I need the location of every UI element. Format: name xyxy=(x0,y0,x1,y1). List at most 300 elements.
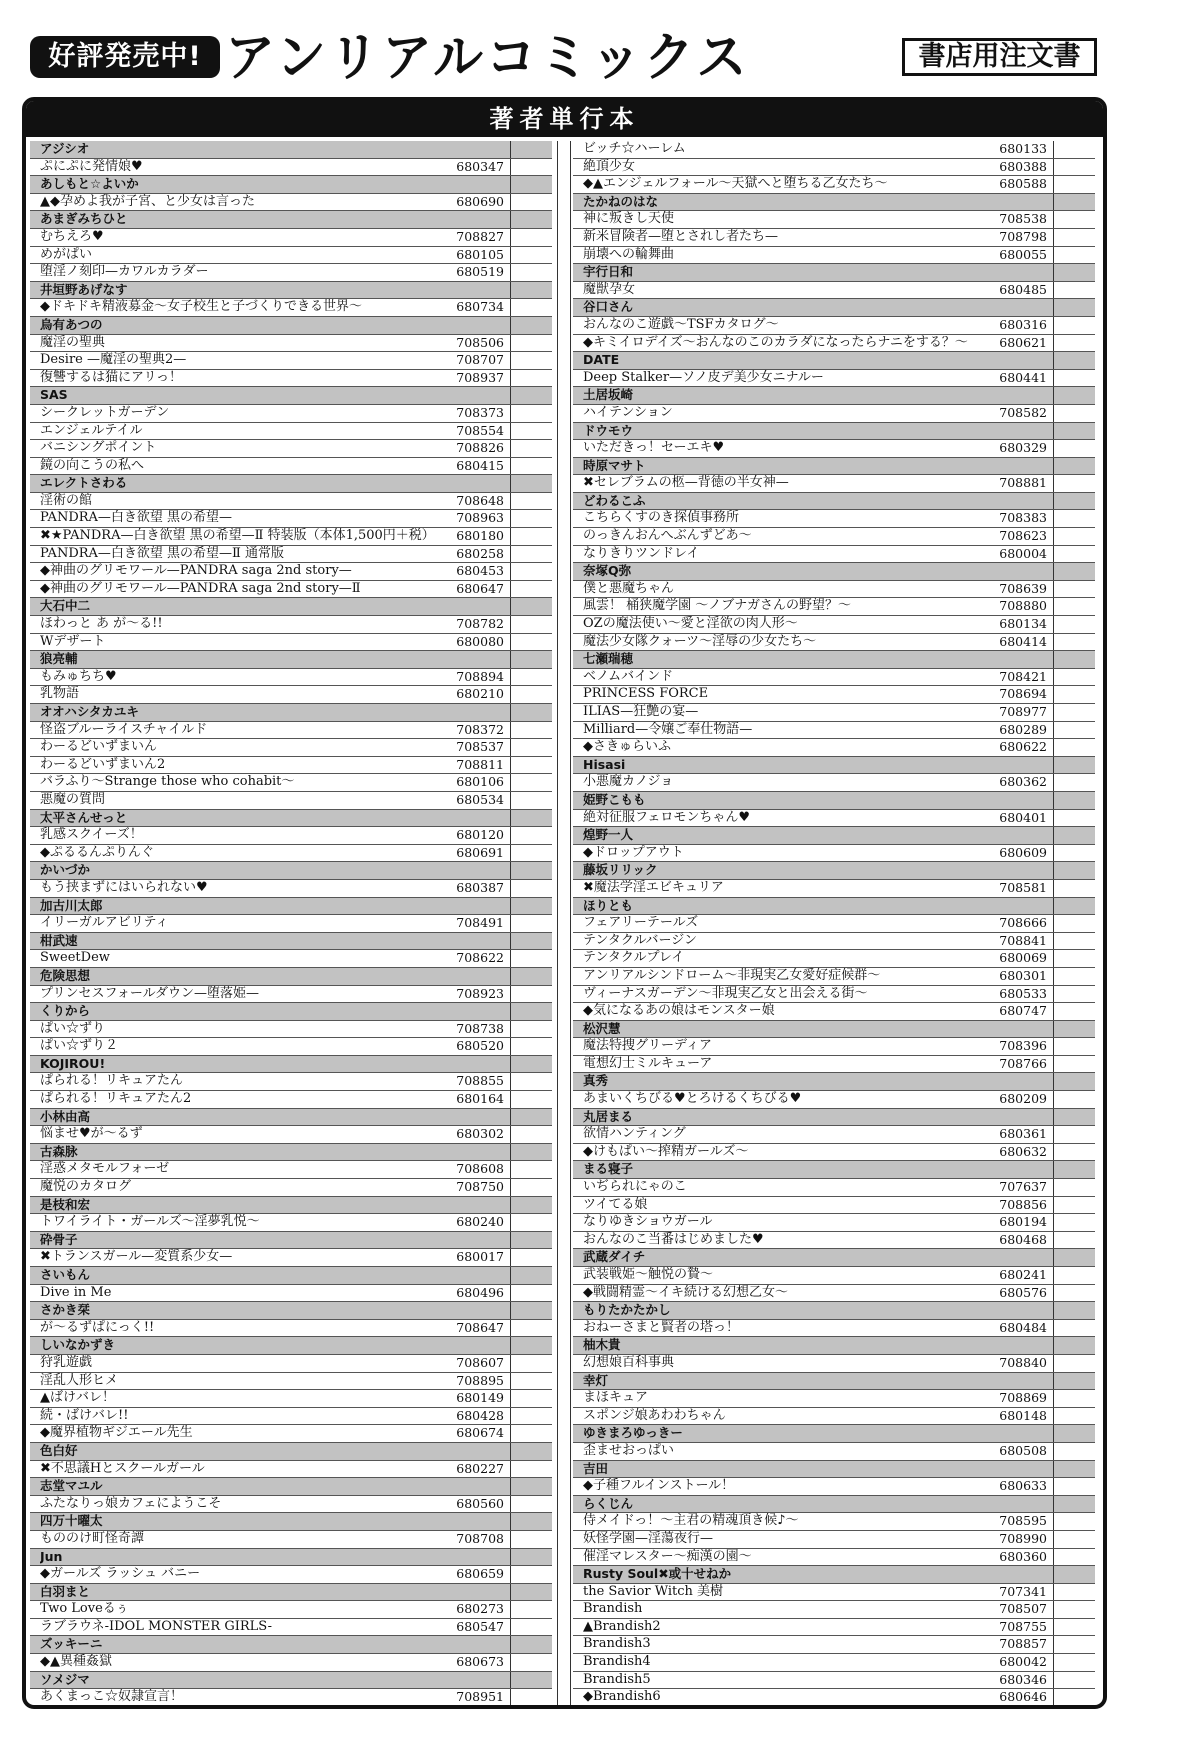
author-name: ドウモウ xyxy=(583,422,634,438)
title-row xyxy=(573,1197,1095,1215)
title-row xyxy=(30,1285,552,1303)
order-quantity-box[interactable] xyxy=(510,581,552,598)
order-quantity-box[interactable] xyxy=(510,1126,552,1143)
order-quantity-box[interactable] xyxy=(1053,933,1095,950)
product-code: 708607 xyxy=(456,1354,504,1370)
author-row xyxy=(573,563,1095,581)
product-code: 680519 xyxy=(456,264,504,280)
book-title: the Savior Witch 美樹 xyxy=(583,1583,724,1599)
order-quantity-box[interactable] xyxy=(510,915,552,932)
order-quantity-box[interactable] xyxy=(510,1654,552,1671)
book-title: 魔淫の聖典 xyxy=(40,334,106,350)
book-title: ✖トランスガール—変質系少女— xyxy=(40,1249,233,1265)
order-quantity-box[interactable] xyxy=(1053,1003,1095,1020)
header-cell xyxy=(510,387,552,404)
title-row xyxy=(30,686,552,704)
book-title: ぷにぷに発情娘♥ xyxy=(40,158,143,174)
title-row xyxy=(30,1249,552,1267)
product-code: 680622 xyxy=(999,739,1047,755)
product-code: 680747 xyxy=(999,1003,1047,1019)
product-code: 680209 xyxy=(999,1091,1047,1107)
order-quantity-box[interactable] xyxy=(1053,317,1095,334)
order-quantity-box[interactable] xyxy=(510,950,552,967)
book-title: トワイライト・ガールズ〜淫夢乳悦〜 xyxy=(40,1214,260,1230)
order-quantity-box[interactable] xyxy=(510,757,552,774)
title-row xyxy=(573,1214,1095,1232)
order-quantity-box[interactable] xyxy=(1053,528,1095,545)
order-quantity-box[interactable] xyxy=(510,1038,552,1055)
order-quantity-box[interactable] xyxy=(510,1461,552,1478)
product-code: 680468 xyxy=(999,1231,1047,1247)
header-cell xyxy=(1053,1109,1095,1126)
order-quantity-box[interactable] xyxy=(1053,950,1095,967)
order-quantity-box[interactable] xyxy=(1053,968,1095,985)
product-code: 680347 xyxy=(456,158,504,174)
author-row xyxy=(573,493,1095,511)
order-quantity-box[interactable] xyxy=(1053,1214,1095,1231)
order-quantity-box[interactable] xyxy=(510,229,552,246)
order-quantity-box[interactable] xyxy=(510,774,552,791)
order-quantity-box[interactable] xyxy=(1053,1531,1095,1548)
order-quantity-box[interactable] xyxy=(1053,915,1095,932)
order-quantity-box[interactable] xyxy=(1053,1056,1095,1073)
book-title: ◆さきゅらいふ xyxy=(583,739,671,755)
order-quantity-box[interactable] xyxy=(510,1214,552,1231)
order-quantity-box[interactable] xyxy=(1053,141,1095,158)
order-quantity-box[interactable] xyxy=(1053,1408,1095,1425)
order-quantity-box[interactable] xyxy=(510,1531,552,1548)
order-quantity-box[interactable] xyxy=(510,1249,552,1266)
author-name: 大石中二 xyxy=(40,598,91,614)
order-quantity-box[interactable] xyxy=(1053,1285,1095,1302)
header-cell xyxy=(1053,423,1095,440)
order-quantity-box[interactable] xyxy=(510,669,552,686)
author-row xyxy=(30,1302,552,1320)
order-quantity-box[interactable] xyxy=(510,423,552,440)
order-quantity-box[interactable] xyxy=(510,352,552,369)
book-title: 妖怪学園—淫蕩夜行— xyxy=(583,1530,714,1546)
product-code: 680241 xyxy=(999,1267,1047,1282)
order-quantity-box[interactable] xyxy=(1053,581,1095,598)
product-code: 708581 xyxy=(999,879,1047,895)
book-title: 神に叛きし天使 xyxy=(583,211,675,227)
order-quantity-box[interactable] xyxy=(510,247,552,264)
title-row xyxy=(573,1179,1095,1197)
order-quantity-box[interactable] xyxy=(510,1566,552,1583)
title-row xyxy=(30,581,552,599)
header-cell xyxy=(510,1302,552,1319)
order-quantity-box[interactable] xyxy=(1053,335,1095,352)
order-quantity-box[interactable] xyxy=(1053,1478,1095,1495)
left-column xyxy=(30,141,552,1707)
order-quantity-box[interactable] xyxy=(510,880,552,897)
order-quantity-box[interactable] xyxy=(510,1408,552,1425)
title-row xyxy=(573,774,1095,792)
author-name: 古森脉 xyxy=(40,1143,78,1159)
order-quantity-box[interactable] xyxy=(1053,1091,1095,1108)
author-name: 奈塚Q弥 xyxy=(583,563,632,579)
author-name: 藤坂リリック xyxy=(583,862,658,878)
order-quantity-box[interactable] xyxy=(1053,986,1095,1003)
product-code: 680301 xyxy=(999,967,1047,983)
title-row xyxy=(573,616,1095,634)
author-row xyxy=(30,1003,552,1021)
book-title: 小悪魔カノジョ xyxy=(583,774,674,790)
title-row xyxy=(30,1214,552,1232)
author-name: DATE xyxy=(583,352,620,368)
product-code: 680227 xyxy=(456,1460,504,1476)
title-row xyxy=(30,247,552,265)
author-row xyxy=(30,1267,552,1285)
author-name: かいづか xyxy=(40,862,91,878)
product-code: 708951 xyxy=(456,1689,504,1705)
order-quantity-box[interactable] xyxy=(510,1179,552,1196)
product-code: 708869 xyxy=(999,1390,1047,1406)
order-quantity-box[interactable] xyxy=(1053,774,1095,791)
header-cell xyxy=(510,933,552,950)
order-quantity-box[interactable] xyxy=(1053,405,1095,422)
order-quantity-box[interactable] xyxy=(1053,1320,1095,1337)
order-quantity-box[interactable] xyxy=(1053,1443,1095,1460)
author-name: さいもん xyxy=(40,1267,91,1282)
product-code: 680149 xyxy=(456,1390,504,1406)
order-quantity-box[interactable] xyxy=(510,1425,552,1442)
order-quantity-box[interactable] xyxy=(510,1021,552,1038)
order-quantity-box[interactable] xyxy=(510,616,552,633)
book-title: 魔悦のカタログ xyxy=(40,1179,132,1195)
order-quantity-box[interactable] xyxy=(1053,1197,1095,1214)
header-cell xyxy=(1053,651,1095,668)
product-code: 708507 xyxy=(999,1601,1047,1617)
product-code: 680691 xyxy=(456,844,504,860)
product-code: 707341 xyxy=(999,1583,1047,1599)
product-code: 708963 xyxy=(456,510,504,526)
order-quantity-box[interactable] xyxy=(510,1073,552,1090)
product-code: 680453 xyxy=(456,563,504,579)
order-quantity-box[interactable] xyxy=(510,634,552,651)
order-quantity-box[interactable] xyxy=(1053,598,1095,615)
title-row xyxy=(573,440,1095,458)
order-quantity-box[interactable] xyxy=(510,1496,552,1513)
order-quantity-box[interactable] xyxy=(1053,1601,1095,1618)
title-row xyxy=(30,405,552,423)
page-header xyxy=(22,28,1107,88)
book-title: バラふり〜Strange those who cohabit〜 xyxy=(40,774,295,790)
title-row xyxy=(30,915,552,933)
title-row xyxy=(573,141,1095,159)
order-quantity-box[interactable] xyxy=(510,1373,552,1390)
order-quantity-box[interactable] xyxy=(510,159,552,176)
order-quantity-box[interactable] xyxy=(1053,546,1095,563)
order-quantity-box[interactable] xyxy=(1053,1038,1095,1055)
author-name: ズッキーニ xyxy=(40,1636,103,1652)
order-quantity-box[interactable] xyxy=(1053,282,1095,299)
product-code: 680258 xyxy=(456,545,504,561)
title-row xyxy=(573,722,1095,740)
product-code: 680646 xyxy=(999,1689,1047,1705)
book-title: おねーさまと賢者の塔っ！ xyxy=(583,1319,740,1335)
author-row xyxy=(30,1443,552,1461)
product-code: 680547 xyxy=(456,1618,504,1634)
product-code: 680441 xyxy=(999,369,1047,385)
author-name: 砕骨子 xyxy=(40,1231,78,1247)
book-title: ツイてる娘 xyxy=(583,1196,648,1212)
order-quantity-box[interactable] xyxy=(1053,1179,1095,1196)
book-title: ◆神曲のグリモワール—PANDRA saga 2nd story—Ⅱ xyxy=(40,580,361,596)
product-code: 680560 xyxy=(456,1495,504,1511)
author-row xyxy=(30,1672,552,1690)
order-quantity-box[interactable] xyxy=(1053,810,1095,827)
order-quantity-box[interactable] xyxy=(510,264,552,281)
order-quantity-box[interactable] xyxy=(1053,1654,1095,1671)
order-quantity-box[interactable] xyxy=(1053,1619,1095,1636)
product-code: 680484 xyxy=(999,1319,1047,1335)
product-code: 708595 xyxy=(999,1513,1047,1529)
order-quantity-box[interactable] xyxy=(1053,1126,1095,1143)
order-quantity-box[interactable] xyxy=(1053,440,1095,457)
order-quantity-box[interactable] xyxy=(1053,616,1095,633)
title-row xyxy=(30,634,552,652)
order-quantity-box[interactable] xyxy=(510,405,552,422)
product-code: 680289 xyxy=(999,721,1047,737)
order-quantity-box[interactable] xyxy=(510,370,552,387)
book-title: ILIAS—狂艶の宴— xyxy=(583,704,699,719)
order-quantity-box[interactable] xyxy=(1053,1636,1095,1653)
author-row xyxy=(30,176,552,194)
author-name: 井垣野あげなす xyxy=(40,281,128,297)
book-title: ◆Brandish6 xyxy=(583,1689,661,1705)
order-quantity-box[interactable] xyxy=(1053,1355,1095,1372)
order-quantity-box[interactable] xyxy=(510,458,552,475)
product-code: 680120 xyxy=(456,827,504,843)
product-code: 708647 xyxy=(456,1319,504,1335)
order-quantity-box[interactable] xyxy=(510,686,552,703)
order-quantity-box[interactable] xyxy=(1053,704,1095,721)
book-title: なりきりツンドレイ xyxy=(583,545,700,561)
order-quantity-box[interactable] xyxy=(1053,211,1095,228)
book-title: ハイテンション xyxy=(583,404,673,420)
author-name: 色白好 xyxy=(40,1442,78,1458)
order-quantity-box[interactable] xyxy=(1053,247,1095,264)
title-row xyxy=(30,264,552,282)
order-quantity-box[interactable] xyxy=(510,299,552,316)
author-row xyxy=(30,387,552,405)
product-code: 708840 xyxy=(999,1354,1047,1370)
order-quantity-box[interactable] xyxy=(1053,1513,1095,1530)
order-quantity-box[interactable] xyxy=(510,194,552,211)
title-row xyxy=(30,669,552,687)
order-quantity-box[interactable] xyxy=(1053,1390,1095,1407)
author-row xyxy=(30,1636,552,1654)
title-row xyxy=(30,440,552,458)
product-code: 708707 xyxy=(456,352,504,368)
order-quantity-box[interactable] xyxy=(510,986,552,1003)
author-name: KOJIROU! xyxy=(40,1055,106,1071)
author-name: くりから xyxy=(40,1003,91,1019)
order-quantity-box[interactable] xyxy=(510,722,552,739)
order-quantity-box[interactable] xyxy=(1053,510,1095,527)
order-quantity-box[interactable] xyxy=(510,1601,552,1618)
order-quantity-box[interactable] xyxy=(1053,159,1095,176)
author-name: 加古川太郎 xyxy=(40,897,103,913)
order-quantity-box[interactable] xyxy=(510,845,552,862)
product-code: 708421 xyxy=(999,668,1047,684)
title-row xyxy=(573,1091,1095,1109)
order-quantity-box[interactable] xyxy=(510,510,552,527)
author-row xyxy=(573,651,1095,669)
title-row xyxy=(30,1021,552,1039)
order-quantity-box[interactable] xyxy=(1053,1144,1095,1161)
order-quantity-box[interactable] xyxy=(1053,880,1095,897)
order-quantity-box[interactable] xyxy=(1053,722,1095,739)
author-name: 四万十曜太 xyxy=(40,1513,103,1529)
order-quantity-box[interactable] xyxy=(510,546,552,563)
order-quantity-box[interactable] xyxy=(510,1091,552,1108)
order-quantity-box[interactable] xyxy=(1053,669,1095,686)
order-quantity-box[interactable] xyxy=(1053,1672,1095,1689)
header-cell xyxy=(510,475,552,492)
header-cell xyxy=(1053,898,1095,915)
order-quantity-box[interactable] xyxy=(1053,845,1095,862)
title-row xyxy=(30,1126,552,1144)
book-title: わーるどいずまいん2 xyxy=(40,756,166,772)
book-title: 鏡の向こうの私へ xyxy=(40,457,145,473)
product-code: 708937 xyxy=(456,369,504,385)
title-row xyxy=(30,159,552,177)
order-quantity-box[interactable] xyxy=(1053,1584,1095,1601)
title-row xyxy=(30,423,552,441)
author-row xyxy=(30,1513,552,1531)
order-quantity-box[interactable] xyxy=(1053,1267,1095,1284)
order-quantity-box[interactable] xyxy=(1053,634,1095,651)
book-title: Milliard—令嬢ご奉仕物語— xyxy=(583,721,753,737)
product-code: 680194 xyxy=(999,1214,1047,1230)
author-row xyxy=(30,282,552,300)
order-quantity-box[interactable] xyxy=(1053,686,1095,703)
book-title: もののけ町怪奇譚 xyxy=(40,1530,145,1546)
header-cell xyxy=(510,1478,552,1495)
order-quantity-box[interactable] xyxy=(510,440,552,457)
order-quantity-box[interactable] xyxy=(1053,176,1095,193)
title-row xyxy=(573,986,1095,1004)
author-row xyxy=(30,475,552,493)
product-code: 708841 xyxy=(999,932,1047,948)
order-quantity-box[interactable] xyxy=(510,1320,552,1337)
book-title: Brandish4 xyxy=(583,1654,651,1670)
product-code: 680690 xyxy=(456,193,504,209)
title-row xyxy=(573,405,1095,423)
order-quantity-box[interactable] xyxy=(510,1161,552,1178)
order-quantity-box[interactable] xyxy=(510,827,552,844)
title-row xyxy=(573,1408,1095,1426)
book-title: 続・ばけバレ!! xyxy=(40,1407,129,1423)
order-quantity-box[interactable] xyxy=(510,1689,552,1706)
order-quantity-box[interactable] xyxy=(510,1355,552,1372)
book-title: ビッチ☆ハーレム xyxy=(583,141,686,156)
author-row xyxy=(573,1249,1095,1267)
book-title: 欲情ハンティング xyxy=(583,1126,686,1142)
product-code: 680632 xyxy=(999,1143,1047,1159)
author-name: オオハシタカユキ xyxy=(40,704,139,719)
book-title: ▲◆孕めよ我が子宮、と少女は言った xyxy=(40,193,255,209)
book-title: 風雲！ 桶狭魔学園 〜ノブナガさんの野望？〜 xyxy=(583,598,852,614)
title-row xyxy=(30,1566,552,1584)
title-row xyxy=(573,528,1095,546)
product-code: 680004 xyxy=(999,545,1047,561)
title-row xyxy=(573,335,1095,353)
product-code: 680674 xyxy=(456,1425,504,1441)
title-row xyxy=(573,1549,1095,1567)
header-cell xyxy=(510,1267,552,1284)
product-code: 680042 xyxy=(999,1654,1047,1670)
book-title: 新米冒険者—堕とされし者たち— xyxy=(583,228,779,244)
order-quantity-box[interactable] xyxy=(510,792,552,809)
header-cell xyxy=(510,1636,552,1653)
book-title: テンタクルバージン xyxy=(583,932,697,948)
title-row xyxy=(30,1654,552,1672)
book-title: 武装戦姫〜触悦の贄〜 xyxy=(583,1267,714,1282)
title-row xyxy=(30,774,552,792)
header-cell xyxy=(1053,458,1095,475)
author-name: どわるこふ xyxy=(583,492,646,508)
order-quantity-box[interactable] xyxy=(1053,1549,1095,1566)
order-quantity-box[interactable] xyxy=(510,1285,552,1302)
title-row xyxy=(30,563,552,581)
book-title: ふたなりっ娘カフェにようこそ xyxy=(40,1495,222,1511)
book-title: Brandish xyxy=(583,1601,643,1617)
title-row xyxy=(573,1443,1095,1461)
title-row xyxy=(30,546,552,564)
book-title: アンリアルシンドローム〜非現実乙女愛好症候群〜 xyxy=(583,967,881,983)
product-code: 680520 xyxy=(456,1038,504,1054)
title-row xyxy=(30,194,552,212)
order-quantity-box[interactable] xyxy=(1053,1689,1095,1706)
order-quantity-box[interactable] xyxy=(1053,370,1095,387)
author-name: アジシオ xyxy=(40,141,90,156)
order-quantity-box[interactable] xyxy=(510,528,552,545)
book-title: 僕と悪魔ちゃん xyxy=(583,580,675,596)
author-name: 柚木貴 xyxy=(583,1337,621,1353)
order-quantity-box[interactable] xyxy=(1053,1232,1095,1249)
title-row xyxy=(30,370,552,388)
product-code: 680388 xyxy=(999,158,1047,174)
order-quantity-box[interactable] xyxy=(510,739,552,756)
order-quantity-box[interactable] xyxy=(1053,229,1095,246)
title-row xyxy=(573,669,1095,687)
header-cell xyxy=(510,1584,552,1601)
order-quantity-box[interactable] xyxy=(510,493,552,510)
order-quantity-box[interactable] xyxy=(510,563,552,580)
book-title: 電想幻士ミルキューア xyxy=(583,1055,713,1071)
book-title: ◆気になるあの娘はモンスター娘 xyxy=(583,1003,775,1019)
product-code: 708750 xyxy=(456,1179,504,1195)
header-cell xyxy=(510,898,552,915)
title-row xyxy=(573,475,1095,493)
order-quantity-box[interactable] xyxy=(510,1390,552,1407)
header-cell xyxy=(510,1109,552,1126)
order-quantity-box[interactable] xyxy=(510,335,552,352)
order-quantity-box[interactable] xyxy=(510,1619,552,1636)
header-cell xyxy=(1053,387,1095,404)
book-title: 絶対征服フェロモンちゃん♥ xyxy=(583,809,751,825)
author-name: 白羽まと xyxy=(40,1583,91,1599)
order-quantity-box[interactable] xyxy=(1053,739,1095,756)
book-title: Dive in Me xyxy=(40,1284,112,1300)
author-name: らくじん xyxy=(583,1495,634,1511)
product-code: 680164 xyxy=(456,1091,504,1107)
author-row xyxy=(573,1566,1095,1584)
order-quantity-box[interactable] xyxy=(1053,475,1095,492)
